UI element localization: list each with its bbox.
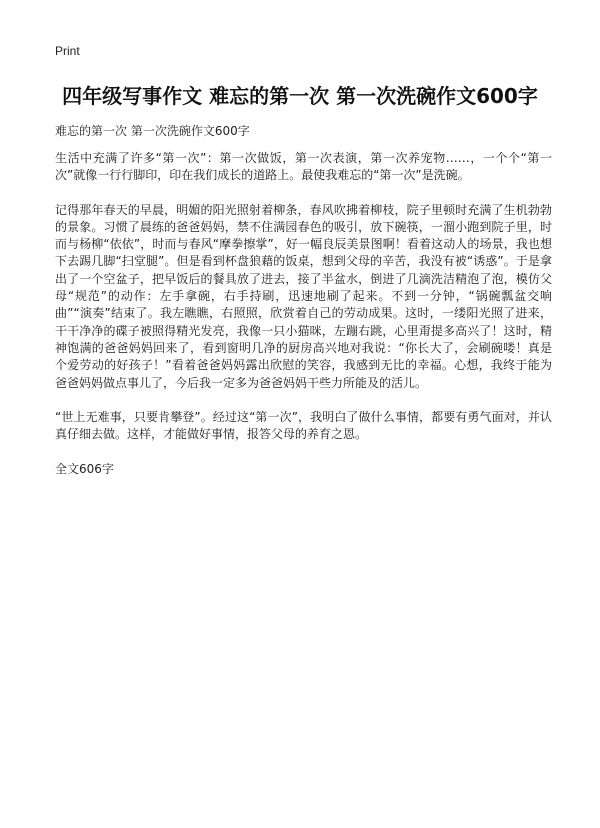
word-count: 全文606字 <box>55 462 114 477</box>
paragraph-conclusion: “世上无难事，只要肯攀登”。经过这“第一次”，我明白了做什么事情，都要有勇气面对，并认真仔细去做。这样，才能做好事情，报答父母的养育之恩。 <box>55 409 552 442</box>
article-body <box>55 150 552 477</box>
paragraph-story: 记得那年春天的早晨，明媚的阳光照射着柳条，春风吹拂着柳枝，院子里顿时充满了生机勃勃的景象。习惯了晨练的爸爸妈妈，禁不住满园春色的吸引，放下碗筷，一溜小跑到院子里，时而与杨柳“依依”，时而与春风“摩拳擦掌”，好一幅良辰美景图啊！看着这动人的场景，我也想下去踢几脚“扫堂腿”。但是看到杯盘狼藉的饭桌，想到父母的辛苦，我没有被“诱惑”。于是拿出了一个空盆子，把早饭后的餐具放了进去，接了半盆水，倒进了几滴洗洁精泡了泡，模仿父母“规范”的动作：左手拿碗，右手持刷，迅速地刷了起来。不到一分钟，“锅碗瓢盆交响曲”“演奏”结束了。我左瞧瞧，右照照，欣赏着自己的劳动成果。这时，一缕阳光照了进来，干干净净的碟子被照得精光发亮，我像一只小猫咪，左蹦右跳，心里甭提多高兴了！这时，精神饱满的爸爸妈妈回来了，看到窗明几净的厨房高兴地对我说：“你长大了，会刷碗喽！真是个爱劳动的好孩子！”看着爸爸妈妈露出欣慰的笑容，我感到无比的幸福。心想，我终于能为爸爸妈妈做点事儿了，今后我一定多为爸爸妈妈干些力所能及的活儿。 <box>55 202 552 390</box>
article-subtitle: 难忘的第一次 第一次洗碗作文600字 <box>55 124 250 138</box>
paragraph-intro: 生活中充满了许多“第一次”：第一次做饭，第一次表演，第一次养宠物……，一个个“第一次”就像一行行脚印，印在我们成长的道路上。最使我难忘的“第一次”是洗碗。 <box>55 151 552 183</box>
print-link[interactable]: Print <box>55 44 80 58</box>
article-title: 四年级写事作文 难忘的第一次 第一次洗碗作文600字 <box>62 84 538 108</box>
